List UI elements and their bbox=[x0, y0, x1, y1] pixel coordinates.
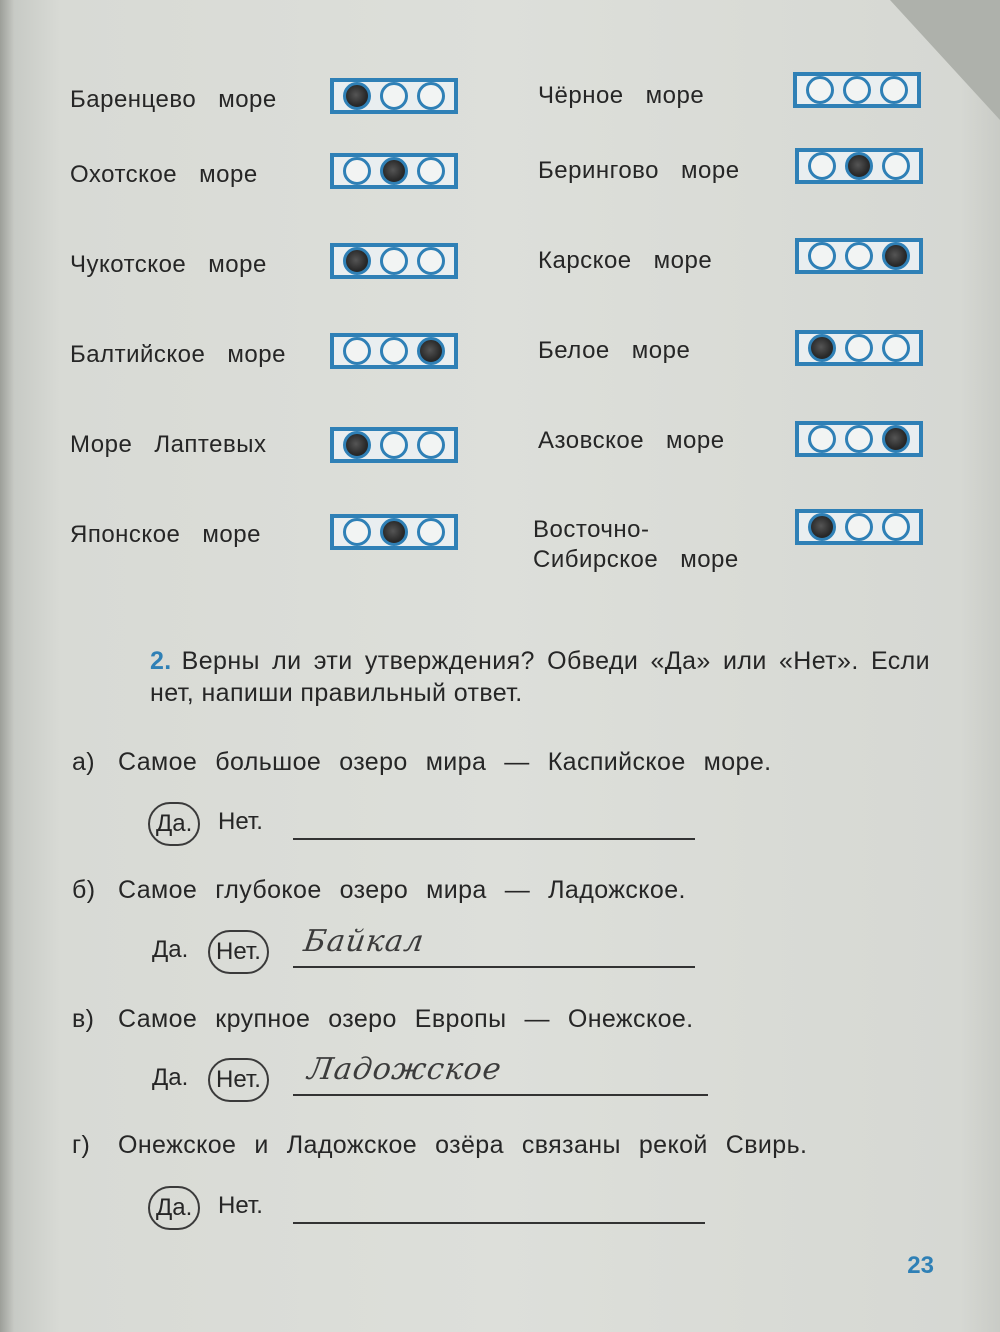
sea-word: море bbox=[218, 86, 277, 113]
question-word: Каспийское bbox=[547, 748, 686, 776]
circle-option[interactable] bbox=[380, 431, 408, 459]
no-option[interactable]: Нет. bbox=[208, 930, 269, 974]
circle-option[interactable] bbox=[808, 334, 836, 362]
circle-option[interactable] bbox=[343, 82, 371, 110]
circle-option[interactable] bbox=[417, 518, 445, 546]
question-word: Европы bbox=[414, 1005, 507, 1033]
question-letter: в) bbox=[72, 1005, 95, 1033]
circle-option[interactable] bbox=[808, 425, 836, 453]
question-word: Самое bbox=[118, 876, 198, 904]
circle-option[interactable] bbox=[343, 247, 371, 275]
answer-circles-right-5 bbox=[795, 509, 923, 545]
answer-circles-right-1 bbox=[795, 148, 923, 184]
sea-label-right-2 bbox=[538, 247, 712, 275]
question-word: озеро bbox=[328, 1005, 397, 1033]
sea-word: Охотское bbox=[70, 161, 178, 188]
sea-word: Чукотское bbox=[70, 251, 187, 278]
handwritten-answer: Байкал bbox=[301, 924, 427, 959]
sea-word: море bbox=[227, 341, 286, 368]
question-a bbox=[72, 748, 772, 777]
yes-option[interactable]: Да. bbox=[152, 1064, 189, 1091]
circle-option[interactable] bbox=[808, 152, 836, 180]
sea-label-left-4 bbox=[70, 431, 266, 459]
answer-circles-right-2 bbox=[795, 238, 923, 274]
sea-word: Восточно- bbox=[533, 516, 650, 543]
sea-word: Баренцево bbox=[70, 86, 197, 113]
answer-circles-right-0 bbox=[793, 72, 921, 108]
circle-option[interactable] bbox=[343, 157, 371, 185]
yes-option[interactable]: Да. bbox=[148, 802, 200, 846]
sea-word: Лаптевых bbox=[154, 431, 267, 458]
answer-circles-left-3 bbox=[330, 333, 458, 369]
sea-word: море bbox=[653, 247, 713, 274]
question-word: озеро bbox=[339, 748, 408, 776]
sea-word: Карское bbox=[538, 247, 632, 274]
circle-option[interactable] bbox=[882, 425, 910, 453]
sea-word: Берингово bbox=[538, 157, 660, 184]
question-b bbox=[72, 876, 686, 905]
question-word: Свирь. bbox=[725, 1131, 808, 1159]
answer-circles-left-2 bbox=[330, 243, 458, 279]
answer-circles-left-1 bbox=[330, 153, 458, 189]
sea-label-left-1 bbox=[70, 161, 258, 189]
sea-word: море bbox=[199, 161, 258, 188]
sea-word: Японское bbox=[70, 521, 181, 548]
circle-option[interactable] bbox=[380, 82, 408, 110]
answer-circles-right-3 bbox=[795, 330, 923, 366]
answer-circles-left-4 bbox=[330, 427, 458, 463]
sea-label-right-5 bbox=[533, 515, 739, 575]
sea-word: Белое bbox=[538, 337, 610, 364]
answer-line[interactable] bbox=[293, 838, 695, 840]
sea-word: море bbox=[666, 427, 725, 454]
question-letter: г) bbox=[72, 1131, 91, 1159]
question-word: Ладожское bbox=[286, 1131, 418, 1159]
sea-word: Балтийское bbox=[70, 341, 206, 368]
no-option[interactable]: Нет. bbox=[218, 1192, 263, 1219]
sea-label-right-3 bbox=[538, 337, 690, 365]
sea-word: море bbox=[202, 521, 261, 548]
question-letter: а) bbox=[72, 748, 96, 776]
question-word: рекой bbox=[638, 1131, 708, 1159]
circle-option[interactable] bbox=[417, 157, 445, 185]
sea-word: Чёрное bbox=[538, 82, 624, 109]
answer-circles-left-5 bbox=[330, 514, 458, 550]
answer-circles-left-0 bbox=[330, 78, 458, 114]
question-letter: б) bbox=[72, 876, 96, 904]
question-word: — bbox=[504, 748, 530, 776]
circle-option[interactable] bbox=[343, 431, 371, 459]
circle-option[interactable] bbox=[417, 247, 445, 275]
sea-word: Море bbox=[70, 431, 133, 458]
question-word: море. bbox=[703, 748, 772, 776]
answer-line[interactable] bbox=[293, 966, 695, 968]
answer-circles-right-4 bbox=[795, 421, 923, 457]
task-text: Верны ли эти утверждения? Обведи «Да» или «Нет». Если нет, напиши правильный ответ. bbox=[150, 647, 930, 707]
sea-word: море bbox=[681, 157, 740, 184]
circle-option[interactable] bbox=[380, 337, 408, 365]
question-word: мира bbox=[426, 876, 487, 904]
circle-option[interactable] bbox=[808, 242, 836, 270]
sea-label-right-4 bbox=[538, 427, 725, 455]
circle-option[interactable] bbox=[417, 337, 445, 365]
sea-label-right-1 bbox=[538, 157, 740, 185]
sea-word: море bbox=[680, 546, 739, 573]
circle-option[interactable] bbox=[806, 76, 834, 104]
circle-option[interactable] bbox=[843, 76, 871, 104]
question-word: крупное bbox=[215, 1005, 311, 1033]
circle-option[interactable] bbox=[845, 513, 873, 541]
answer-line[interactable] bbox=[293, 1094, 708, 1096]
question-word: Онежское bbox=[118, 1131, 237, 1159]
sea-label-right-0 bbox=[538, 82, 704, 110]
question-word: — bbox=[524, 1005, 550, 1033]
question-word: — bbox=[504, 876, 531, 904]
sea-word: Азовское bbox=[538, 427, 645, 454]
circle-option[interactable] bbox=[417, 82, 445, 110]
handwritten-answer: Ладожское bbox=[305, 1052, 505, 1087]
question-d bbox=[72, 1131, 807, 1160]
page-number: 23 bbox=[907, 1252, 934, 1279]
circle-option[interactable] bbox=[380, 157, 408, 185]
circle-option[interactable] bbox=[380, 247, 408, 275]
circle-option[interactable] bbox=[808, 513, 836, 541]
question-c bbox=[72, 1005, 694, 1034]
sea-label-left-5 bbox=[70, 521, 261, 549]
yes-option[interactable]: Да. bbox=[148, 1186, 200, 1230]
circle-option[interactable] bbox=[882, 152, 910, 180]
question-word: и bbox=[254, 1131, 269, 1159]
no-option[interactable]: Нет. bbox=[208, 1058, 269, 1102]
sea-label-left-3 bbox=[70, 341, 286, 369]
question-word: глубокое bbox=[215, 876, 322, 904]
answer-line[interactable] bbox=[293, 1222, 705, 1224]
circle-option[interactable] bbox=[882, 513, 910, 541]
circle-option[interactable] bbox=[380, 518, 408, 546]
sea-word: море bbox=[208, 251, 267, 278]
task-number: 2. bbox=[150, 647, 172, 675]
circle-option[interactable] bbox=[845, 334, 873, 362]
circle-option[interactable] bbox=[882, 242, 910, 270]
question-word: Самое bbox=[118, 748, 198, 776]
circle-option[interactable] bbox=[343, 337, 371, 365]
book-spine bbox=[0, 0, 14, 1332]
question-word: озеро bbox=[339, 876, 409, 904]
sea-word: море bbox=[645, 82, 705, 109]
circle-option[interactable] bbox=[343, 518, 371, 546]
question-word: Самое bbox=[118, 1005, 198, 1033]
question-word: связаны bbox=[521, 1131, 621, 1159]
sea-word: море bbox=[631, 337, 691, 364]
no-option[interactable]: Нет. bbox=[218, 808, 263, 835]
question-word: большое bbox=[215, 748, 322, 776]
sea-label-left-0 bbox=[70, 86, 277, 114]
task-2-instructions bbox=[150, 645, 930, 709]
circle-option[interactable] bbox=[845, 425, 873, 453]
circle-option[interactable] bbox=[845, 242, 873, 270]
circle-option[interactable] bbox=[880, 76, 908, 104]
circle-option[interactable] bbox=[417, 431, 445, 459]
question-word: озёра bbox=[435, 1131, 504, 1159]
question-word: мира bbox=[425, 748, 487, 776]
circle-option[interactable] bbox=[845, 152, 873, 180]
circle-option[interactable] bbox=[882, 334, 910, 362]
sea-word: Сибирское bbox=[533, 546, 659, 573]
question-word: Онежское. bbox=[567, 1005, 694, 1033]
question-word: Ладожское. bbox=[548, 876, 686, 904]
sea-label-left-2 bbox=[70, 251, 267, 279]
yes-option[interactable]: Да. bbox=[152, 936, 189, 963]
